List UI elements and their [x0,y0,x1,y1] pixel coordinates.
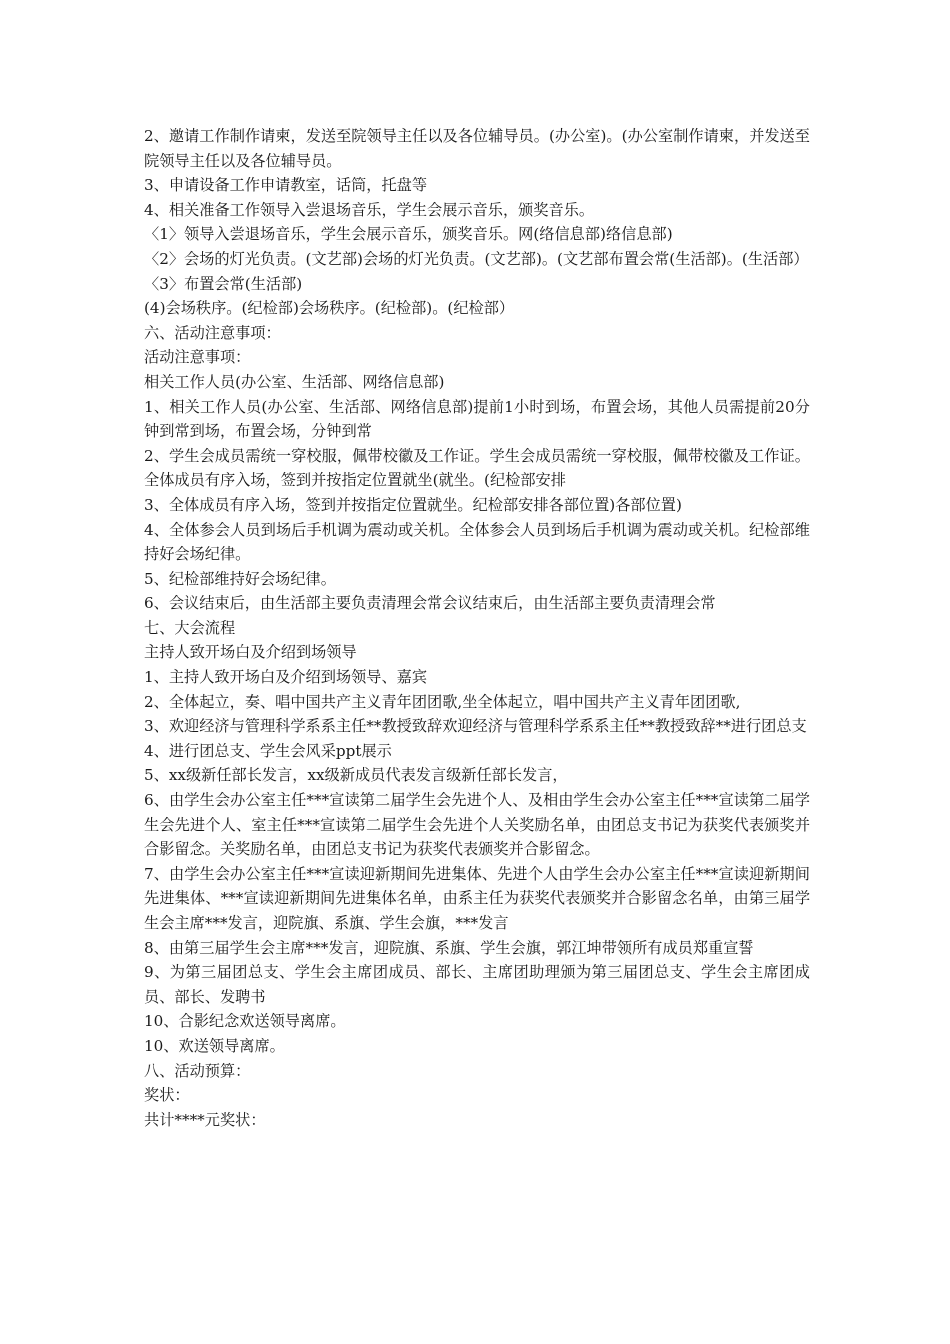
paragraph: 〈2〉会场的灯光负责。(文艺部)会场的灯光负责。(文艺部)。(文艺部布置会常(生活部)。(生活部） [144,249,809,268]
paragraph: 5、xx级新任部长发言，xx级新成员代表发言级新任部长发言， [144,766,568,785]
paragraph: 3、申请设备工作申请教室，话筒，托盘等 [144,176,428,195]
paragraph: 2、全体起立，奏、唱中国共产主义青年团团歌,坐全体起立，唱中国共产主义青年团团歌, [144,692,741,711]
paragraph: 2、邀请工作制作请柬，发送至院领导主任以及各位辅导员。(办公室)。(办公室制作请柬，并发送至院领导主任以及各位辅导员。 [144,127,810,170]
paragraph: 奖状： [144,1086,190,1105]
document-body [144,124,810,1132]
paragraph: 6、由学生会办公室主任***宣读第二届学生会先进个人、及相由学生会办公室主任***宣读第二届学生会先进个人、室主任***宣读第二届学生会先进个人关奖励名单，由团总支书记为获奖代表颁奖并合影留念。关奖励名单，由团总支书记为获奖代表颁奖并合影留念。 [144,791,810,859]
paragraph: 3、全体成员有序入场，签到并按指定位置就坐。纪检部安排各部位置)各部位置) [144,495,682,514]
paragraph: 〈1〉领导入尝退场音乐，学生会展示音乐，颁奖音乐。网(络信息部)络信息部) [144,225,673,244]
paragraph: 3、欢迎经济与管理科学系系主任**教授致辞欢迎经济与管理科学系系主任**教授致辞**进行团总支 [144,717,807,736]
section-heading: 六、活动注意事项： [144,323,281,342]
section-heading: 八、活动预算： [144,1061,251,1080]
paragraph: 1、相关工作人员(办公室、生活部、网络信息部)提前1小时到场，布置会场，其他人员需提前20分钟到常到场，布置会场，分钟到常 [144,397,810,441]
paragraph: 4、全体参会人员到场后手机调为震动或关机。全体参会人员到场后手机调为震动或关机。纪检部维持好会场纪律。 [144,520,810,564]
paragraph: 相关工作人员(办公室、生活部、网络信息部) [144,372,445,391]
paragraph: 活动注意事项： [144,348,251,367]
paragraph: 〈3〉布置会常(生活部) [144,274,303,293]
paragraph: 4、相关准备工作领导入尝退场音乐，学生会展示音乐，颁奖音乐。 [144,200,595,219]
paragraph: 8、由第三届学生会主席***发言，迎院旗、系旗、学生会旗，郭江坤带领所有成员郑重宣誓 [144,938,754,957]
paragraph: 9、为第三届团总支、学生会主席团成员、部长、主席团助理颁为第三届团总支、学生会主席团成员、部长、发聘书 [144,963,810,1006]
paragraph: 4、进行团总支、学生会风采ppt展示 [144,741,392,760]
paragraph: 主持人致开场白及介绍到场领导 [144,643,357,662]
section-heading: 七、大会流程 [144,618,236,637]
paragraph: (4)会场秩序。(纪检部)会场秩序。(纪检部)。(纪检部） [144,299,515,318]
paragraph: 共计****元奖状： [144,1110,266,1129]
paragraph: 10、合影纪念欢送领导离席。 [144,1012,346,1031]
paragraph: 5、纪检部维持好会场纪律。 [144,569,336,588]
paragraph: 1、主持人致开场白及介绍到场领导、嘉宾 [144,668,428,687]
paragraph: 6、会议结束后，由生活部主要负责清理会常会议结束后，由生活部主要负责清理会常 [144,594,716,613]
paragraph: 2、学生会成员需统一穿校服，佩带校徽及工作证。学生会成员需统一穿校服，佩带校徽及工作证。全体成员有序入场，签到并按指定位置就坐(就坐。(纪检部安排 [144,446,810,490]
paragraph: 10、欢送领导离席。 [144,1036,285,1055]
paragraph: 7、由学生会办公室主任***宣读迎新期间先进集体、先进个人由学生会办公室主任***宣读迎新期间先进集体、***宣读迎新期间先进集体名单，由系主任为获奖代表颁奖并合影留念名单，由第三届学生会主席***发言，迎院旗、系旗、学生会旗，***发言 [144,864,810,932]
